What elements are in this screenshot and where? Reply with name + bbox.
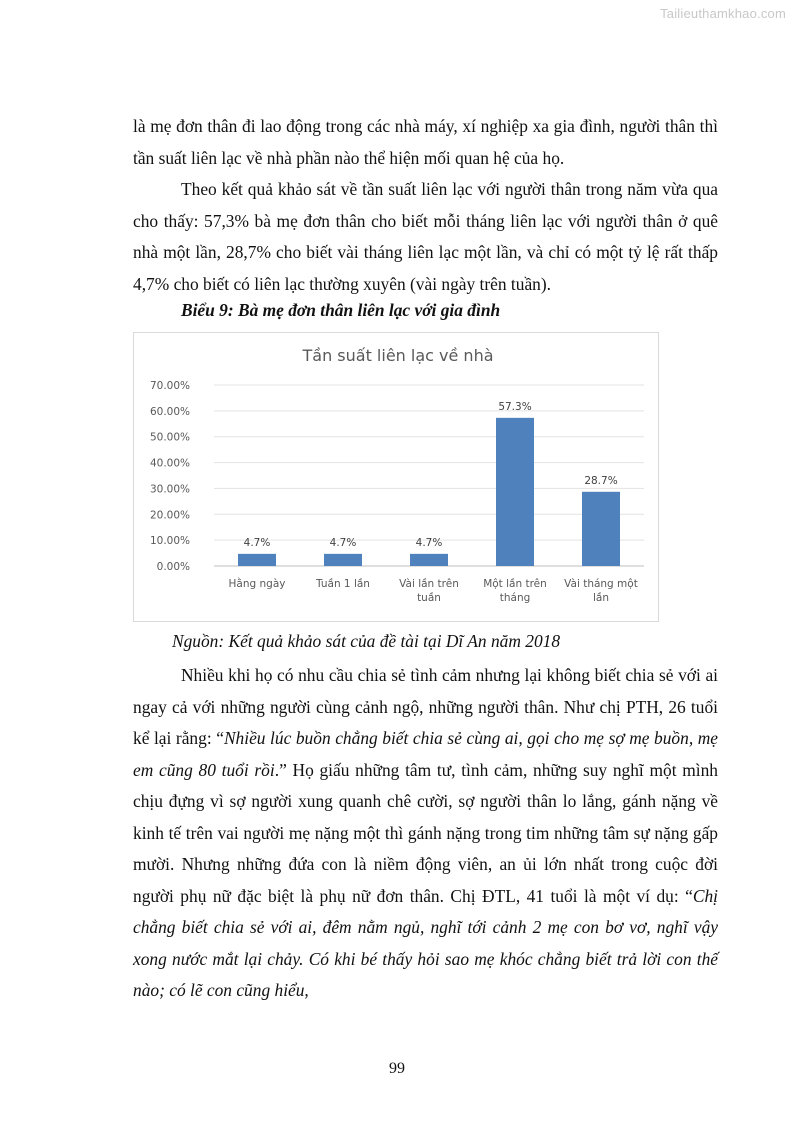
bar: [324, 554, 362, 566]
y-tick-label: 30.00%: [149, 483, 190, 496]
data-label: 4.7%: [415, 536, 443, 549]
quote-text: Chị chẳng biết chia sẻ với ai, đêm nằm ngủ, nghĩ tới cảnh 2 mẹ con bơ vơ, nghĩ vậy xong nước mắt lại chảy. Có khi bé thấy hỏi sao mẹ khóc chẳng biết trả lời con thế nào; có lẽ con cũng hiểu,: [133, 885, 718, 1000]
y-tick-label: 70.00%: [149, 380, 190, 392]
x-tick-label: Vài lần trên: [399, 578, 459, 590]
y-tick-label: 0.00%: [156, 561, 190, 573]
data-label: 57.3%: [498, 400, 532, 413]
data-label: 28.7%: [584, 474, 618, 487]
bar: [410, 554, 448, 566]
paragraph-1: là mẹ đơn thân đi lao động trong các nhà máy, xí nghiệp xa gia đình, người thân thì tần suất liên lạc về nhà phần nào thể hiện mối quan hệ của họ.: [133, 116, 718, 168]
x-tick-label: tháng: [499, 592, 531, 604]
quote-text: Nhiều lúc buồn chẳng biết chia sẻ cùng ai, gọi cho mẹ sợ mẹ buồn, mẹ em cũng 80 tuổi rồi: [133, 728, 719, 780]
x-tick-label: tuần: [417, 592, 441, 604]
bar: [238, 554, 276, 566]
data-labels: [244, 401, 618, 549]
paragraph-body-block: [133, 660, 718, 1007]
x-tick-label: lần: [592, 592, 610, 604]
x-tick-label: Tuần 1 lần: [316, 578, 370, 590]
figure-caption: Biểu 9: Bà mẹ đơn thân liên lạc với gia đình: [181, 300, 501, 320]
body-text: Nhiều khi họ có nhu cầu chia sẻ tình cảm nhưng lại không biết chia sẻ với ai ngay cả với những người cùng cảnh ngộ, những người thân. Như chị PTH, 26 tuổi kể lại rằng: “: [133, 665, 718, 748]
paragraph-2: Theo kết quả khảo sát về tần suất liên lạc với người thân trong năm vừa qua cho thấy: 57,3% bà mẹ đơn thân cho biết mỗi tháng liên lạc với người thân ở quê nhà một lần, 28,7% cho biết vài tháng liên lạc một lần, và chỉ có một tỷ lệ rất thấp 4,7% cho biết có liên lạc thường xuyên (vài ngày trên tuần).: [133, 179, 718, 294]
bar: [582, 492, 620, 566]
chart-title: Tần suất liên lạc về nhà: [302, 346, 494, 365]
page-number: 99: [389, 1060, 405, 1077]
watermark: Tailieuthamkhao.com: [660, 6, 786, 21]
y-tick-label: 40.00%: [149, 457, 190, 470]
x-tick-label: Hằng ngày: [228, 578, 286, 590]
x-tick-label: Một lần trên: [483, 578, 547, 590]
bar: [496, 418, 534, 566]
x-axis-ticks: [229, 577, 638, 604]
data-label: 4.7%: [243, 536, 271, 549]
y-axis-ticks: [150, 380, 190, 573]
paragraph-3: [133, 660, 718, 1007]
y-tick-label: 50.00%: [149, 431, 190, 444]
data-label: 4.7%: [329, 536, 357, 549]
y-tick-label: 10.00%: [149, 535, 190, 548]
paragraph-intro-block: [133, 111, 718, 300]
chart-canvas: [134, 333, 658, 621]
x-tick-label: Vài tháng một: [564, 578, 638, 590]
y-tick-label: 60.00%: [149, 405, 190, 418]
y-tick-label: 20.00%: [149, 509, 190, 522]
source-note: Nguồn: Kết quả khảo sát của đề tài tại Dĩ An năm 2018: [172, 631, 561, 651]
body-text: .” Họ giấu những tâm tư, tình cảm, những suy nghĩ một mình chịu đựng vì sợ người xung quanh chê cười, sợ người thân lo lắng, gánh nặng về kinh tế trên vai người mẹ nặng một thì gánh nặng trong tim những tâm sự nặng gấp mười. Nhưng những đứa con là niềm động viên, an ủi lớn nhất trong cuộc đời người phụ nữ đặc biệt là phụ nữ đơn thân. Chị ĐTL, 41 tuổi là một ví dụ: “: [133, 759, 718, 906]
bar-chart: [133, 332, 659, 622]
